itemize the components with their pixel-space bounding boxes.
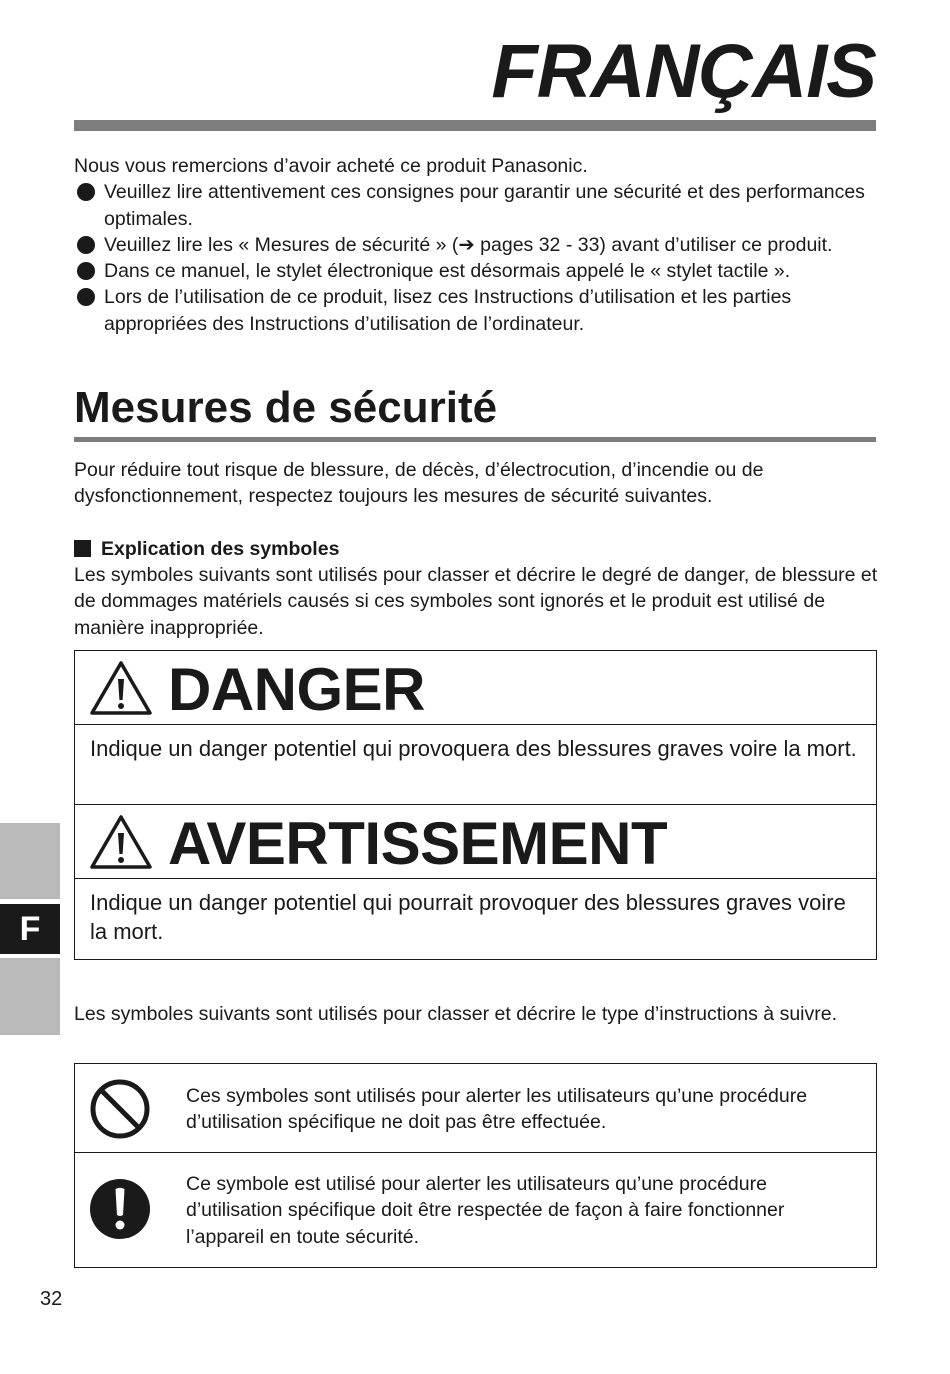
side-tab-inactive <box>0 958 60 1035</box>
intro-section <box>74 153 884 337</box>
intro-bullet-text: Veuillez lire attentivement ces consignes pour garantir une sécurité et des performances optimales. <box>104 181 865 230</box>
danger-description: Indique un danger potentiel qui provoquera des blessures graves voire la mort. <box>75 725 876 805</box>
symbols-explanation: Les symboles suivants sont utilisés pour classer et décrire le degré de danger, de blessure et de dommages matériels causés si ces symboles sont ignorés et le produit est utilisé de manière inappropriée. <box>74 564 878 639</box>
intro-bullet-item <box>74 258 884 284</box>
intro-bullet-item <box>74 232 884 258</box>
danger-label: DANGER <box>168 656 426 723</box>
intro-lead: Nous vous remercions d’avoir acheté ce produit Panasonic. <box>74 155 588 177</box>
instruction-text-prohibited: Ces symboles sont utilisés pour alerter les utilisateurs qu’une procédure d’utilisation spécifique ne doit pas être effectuée. <box>186 1085 808 1134</box>
symbols-subheading-text: Explication des symboles <box>101 538 340 560</box>
symbols-subheading <box>74 536 339 562</box>
instruction-symbols-table <box>74 1063 877 1268</box>
intro-bullet-text: Dans ce manuel, le stylet électronique est désormais appelé le « stylet tactile ». <box>104 260 791 283</box>
intro-bullet-list <box>74 179 884 337</box>
title-rule <box>74 120 876 131</box>
intro-bullet-item <box>74 284 884 337</box>
safety-intro: Pour réduire tout risque de blessure, de décès, d’électrocution, d’incendie ou de dysfonctionnement, respectez toujours les mesures de sécurité suivantes. <box>74 459 764 508</box>
prohibited-icon <box>89 1078 151 1140</box>
instruction-row-mandatory <box>75 1153 876 1267</box>
section-rule <box>74 437 876 442</box>
intro-bullet-text: Lors de l’utilisation de ce produit, lisez ces Instructions d’utilisation et les parties appropriées des Instructions d’utilisation de l’ordinateur. <box>104 286 792 335</box>
bullet-icon <box>77 236 95 254</box>
danger-header <box>75 651 876 725</box>
warning-header <box>75 805 876 879</box>
square-bullet-icon <box>74 540 91 557</box>
mandatory-exclamation-icon <box>89 1178 151 1240</box>
warning-label: AVERTISSEMENT <box>168 810 668 877</box>
bullet-icon <box>77 262 95 280</box>
page-title: FRANÇAIS <box>491 29 876 114</box>
side-tab-language: F <box>0 904 60 954</box>
instruction-row-prohibited <box>75 1064 876 1153</box>
warning-triangle-icon <box>89 660 153 716</box>
page-number: 32 <box>40 1288 63 1310</box>
side-tab-inactive <box>0 823 60 899</box>
intro-bullet-item <box>74 179 884 232</box>
warning-description: Indique un danger potentiel qui pourrait provoquer des blessures graves voire la mort. <box>90 890 846 944</box>
instruction-text-mandatory: Ce symbole est utilisé pour alerter les utilisateurs qu’une procédure d’utilisation spécifique doit être respectée de façon à faire fonctionner l’appareil en toute sécurité. <box>186 1173 785 1248</box>
bullet-icon <box>77 288 95 306</box>
intro-bullet-text: Veuillez lire les « Mesures de sécurité » (➔ pages 32 - 33) avant d’utiliser ce produit. <box>104 233 833 256</box>
bullet-icon <box>77 183 95 201</box>
signal-word-table <box>74 650 877 960</box>
warning-triangle-icon <box>89 814 153 870</box>
section-title: Mesures de sécurité <box>74 383 498 432</box>
instructions-intro: Les symboles suivants sont utilisés pour classer et décrire le type d’instructions à suivre. <box>74 1003 838 1025</box>
